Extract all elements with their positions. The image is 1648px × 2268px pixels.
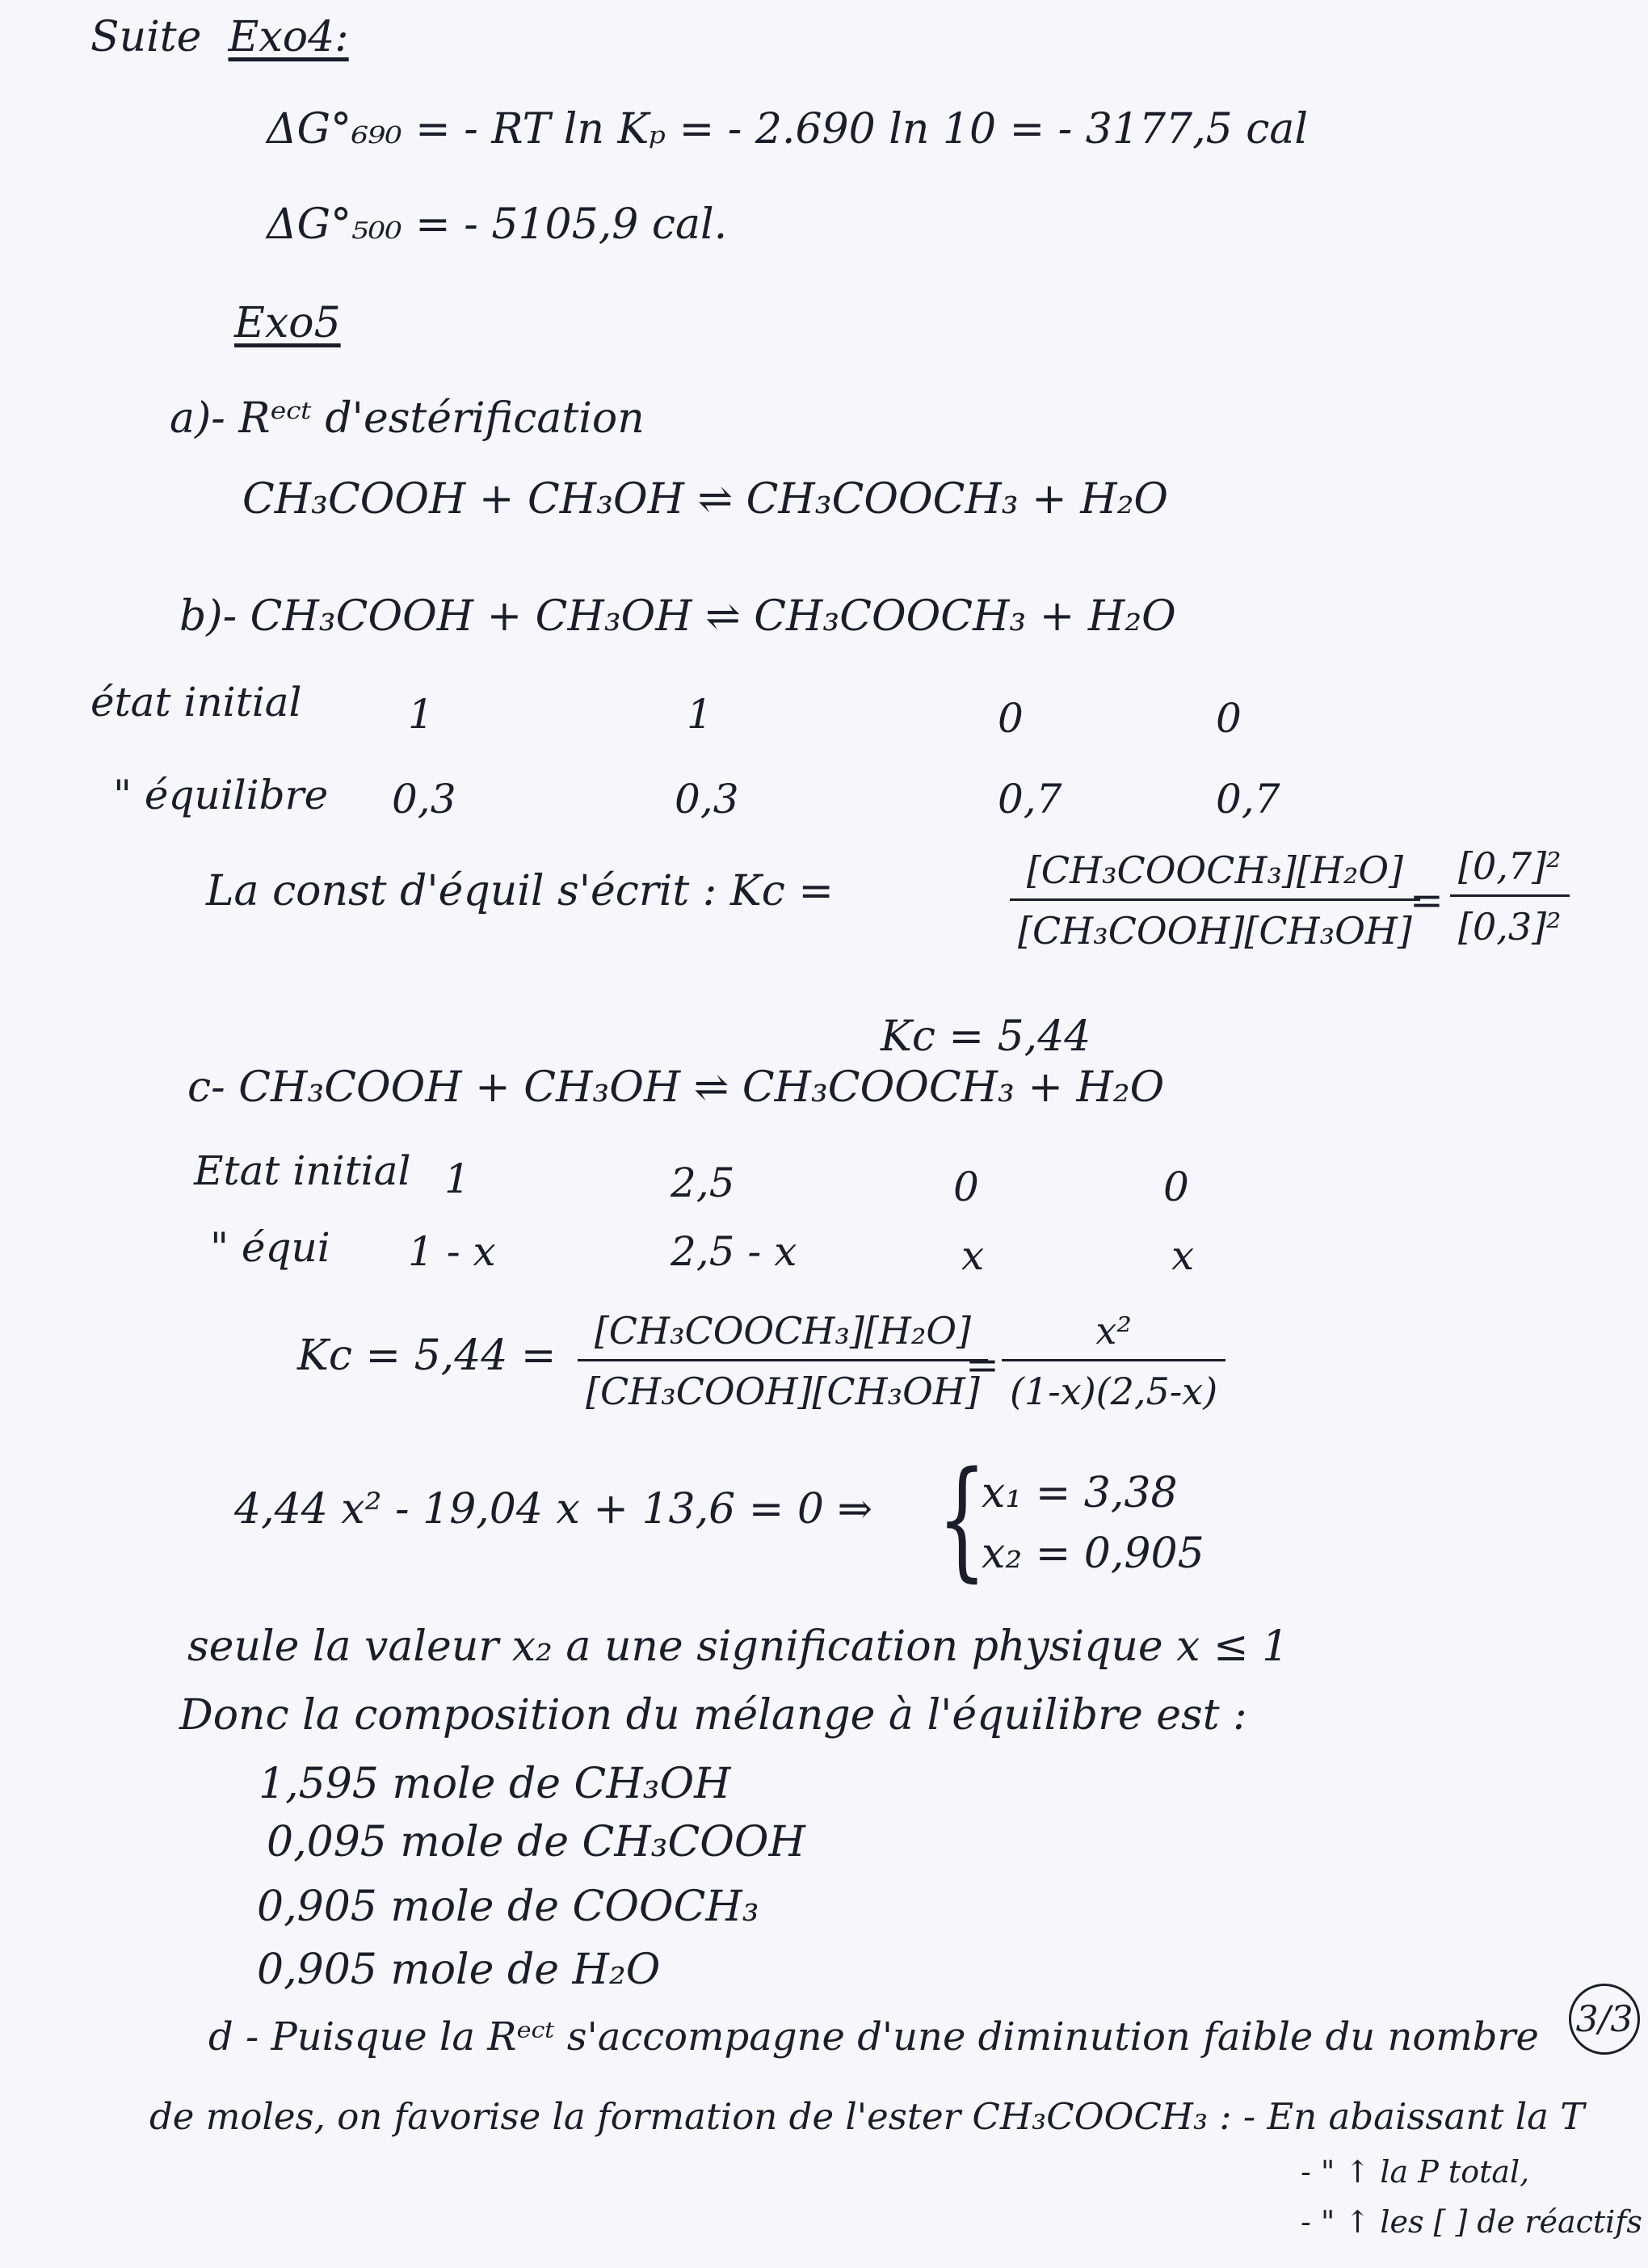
c-fraction-2-numerator: x² [1095,1309,1132,1353]
exo5-title: Exo5 [234,299,341,347]
composition-item-3: 0,905 mole de COOCH₃ [257,1883,759,1931]
root-1: x₁ = 3,38 [982,1469,1178,1517]
b-row1-v3: 0 [998,695,1024,742]
c-row2-v2: 2,5 - x [671,1228,797,1275]
c-fraction-1-numerator: [CH₃COOCH₃][H₂O] [594,1309,972,1353]
kc-value: Kc = 5,44 [881,1012,1091,1061]
root-2: x₂ = 0,905 [982,1530,1204,1578]
d-line-4: - " ↑ les [ ] de réactifs [1301,2204,1642,2240]
title-line [90,15,349,61]
b-row2-v4: 0,7 [1216,776,1280,823]
c-fraction-2 [1002,1309,1225,1413]
c-row1-v2: 2,5 [671,1159,735,1206]
c-fraction-1-denominator: [CH₃COOH][CH₃OH] [586,1370,980,1413]
c-fraction-2-denominator: (1-x)(2,5-x) [1010,1370,1218,1413]
c-row1-v3: 0 [953,1163,979,1210]
d-line-3: - " ↑ la P total, [1301,2154,1530,2190]
page-number-badge: 3/3 [1569,1984,1640,2055]
physical-meaning-line: seule la valeur x₂ a une signification physique x ≤ 1 [187,1622,1289,1671]
composition-item-4: 0,905 mole de H₂O [257,1946,661,1994]
d-line-2: de moles, on favorise la formation de l'ester CH₃COOCH₃ : - En abaissant la T [149,2095,1585,2138]
exo5-a-equation: CH₃COOH + CH₃OH ⇌ CH₃COOCH₃ + H₂O [242,475,1169,524]
kc-fraction-1-numerator: [CH₃COOCH₃][H₂O] [1026,848,1404,892]
exo4-line2: ΔG°₅₀₀ = - 5105,9 cal. [267,200,728,249]
b-row2-v1: 0,3 [392,776,456,823]
kc-fraction-2-numerator: [0,7]² [1458,844,1562,888]
b-row2-v3: 0,7 [998,776,1062,823]
exo5-c-equation: c- CH₃COOH + CH₃OH ⇌ CH₃COOCH₃ + H₂O [187,1063,1165,1112]
exo5-a-line: a)- Rᵉᶜᵗ d'estérification [170,394,645,443]
b-row2-v2: 0,3 [675,776,739,823]
c-row1-label: Etat initial [194,1147,411,1194]
d-line-1: d - Puisque la Rᵉᶜᵗ s'accompagne d'une diminution faible du nombre [208,2014,1539,2060]
b-row1-v1: 1 [408,691,434,738]
kc-fraction-2-denominator: [0,3]² [1458,905,1562,949]
kc-equals: = [1410,877,1444,924]
kc-fraction-1 [1010,848,1420,953]
system-brace: { [937,1443,987,1594]
composition-item-1: 1,595 mole de CH₃OH [259,1760,731,1808]
composition-intro: Donc la composition du mélange à l'équilibre est : [179,1691,1247,1740]
kc-fraction-2 [1450,844,1570,949]
b-row1-v4: 0 [1216,695,1242,742]
c-row2-v3: x [961,1232,985,1279]
c-fraction-1 [578,1309,988,1413]
c-equals: = [965,1341,999,1388]
composition-item-2: 0,095 mole de CH₃COOH [267,1818,805,1866]
c-kc-text: Kc = 5,44 = [297,1332,557,1380]
exo5-b-equation: b)- CH₃COOH + CH₃OH ⇌ CH₃COOCH₃ + H₂O [179,592,1176,641]
kc-text: La const d'équil s'écrit : Kc = [206,867,834,915]
quadratic-equation: 4,44 x² - 19,04 x + 13,6 = 0 ⇒ [234,1485,873,1534]
title-prefix: Suite [90,13,202,61]
exercise-title: Exo4: [228,13,349,61]
c-row2-label: " équi [210,1224,330,1271]
c-row2-v4: x [1171,1232,1195,1279]
b-row1-v2: 1 [687,691,713,738]
c-row2-v1: 1 - x [408,1228,496,1275]
b-row1-label: état initial [90,679,302,726]
exo4-line1: ΔG°₆₉₀ = - RT ln Kₚ = - 2.690 ln 10 = - 3177,5 cal [267,105,1309,154]
b-row2-label: " équilibre [113,772,329,818]
kc-fraction-1-denominator: [CH₃COOH][CH₃OH] [1018,909,1412,953]
c-row1-v4: 0 [1163,1163,1189,1210]
c-row1-v1: 1 [444,1155,470,1202]
